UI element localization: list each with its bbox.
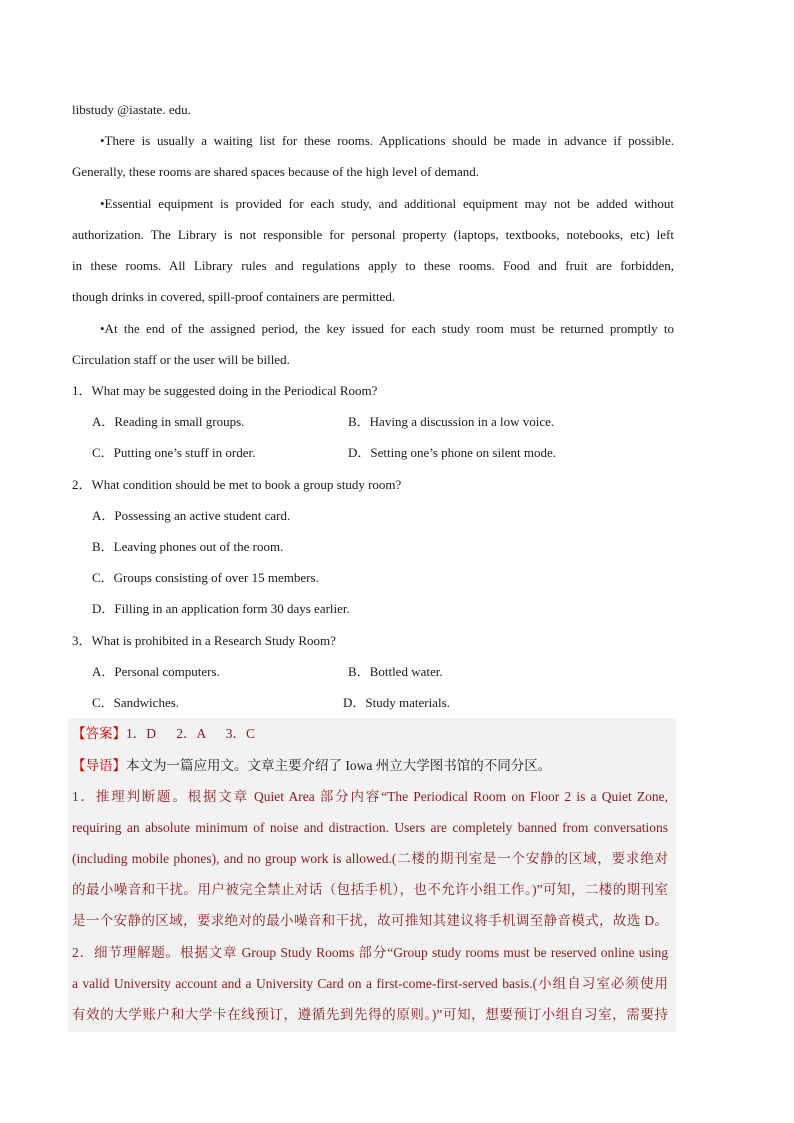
question-1-option-b: B．Having a discussion in a low voice. bbox=[348, 414, 555, 429]
question-3-stem: 3．What is prohibited in a Research Study Room? bbox=[72, 633, 336, 648]
question-3-option-b: B．Bottled water. bbox=[348, 664, 443, 679]
question-1-option-c: C．Putting one’s stuff in order. bbox=[92, 445, 256, 460]
bullet-1-line-2: Generally, these rooms are shared spaces because of the high level of demand. bbox=[72, 164, 480, 179]
explanation-1-line-4: 的最小噪音和干扰。用户被完全禁止对话（包括手机），也不允许小组工作。)”可知，二楼的期刊室 bbox=[72, 882, 668, 897]
question-3-option-c: C．Sandwiches. bbox=[92, 695, 180, 710]
explanation-2-line-1: 2．细节理解题。根据文章 Group Study Rooms 部分“Group study rooms must be reserved online using bbox=[72, 945, 668, 960]
question-3-option-d: D．Study materials. bbox=[343, 695, 450, 710]
bullet-2-line-4: though drinks in covered, spill-proof containers are permitted. bbox=[72, 289, 396, 304]
explanation-2-line-2: a valid University account and a University Card on a first-come-first-served basis.(小组自习室必须使用 bbox=[72, 976, 668, 991]
explanation-2-line-3: 有效的大学账户和大学卡在线预订，遵循先到先得的原则。)”可知，想要预订小组自习室，需要持 bbox=[72, 1007, 668, 1022]
lead-line bbox=[72, 756, 551, 776]
explanation-1-line-2: requiring an absolute minimum of noise and distraction. Users are completely banned from conversations bbox=[72, 820, 668, 835]
answer-line bbox=[72, 724, 255, 744]
email-tail: libstudy @iastate. edu. bbox=[72, 102, 191, 117]
question-2-stem: 2．What condition should be met to book a group study room? bbox=[72, 477, 402, 492]
bullet-2-line-2: authorization. The Library is not responsible for personal property (laptops, textbooks, notebooks, etc) left bbox=[72, 227, 674, 242]
explanation-1-line-5: 是一个安静的区域，要求绝对的最小噪音和干扰，故可推知其建议将手机调至静音模式，故选 D。 bbox=[72, 913, 668, 928]
answer-tag: 【答案】 bbox=[72, 726, 126, 741]
bullet-1-line-1: •There is usually a waiting list for these rooms. Applications should be made in advance if possible. bbox=[100, 133, 674, 148]
lead-text: 本文为一篇应用文。文章主要介绍了 Iowa 州立大学图书馆的不同分区。 bbox=[126, 758, 552, 773]
question-3-option-a: A．Personal computers. bbox=[92, 664, 220, 679]
lead-tag: 【导语】 bbox=[72, 758, 126, 773]
question-2-option-a: A．Possessing an active student card. bbox=[92, 508, 291, 523]
explanation-1-line-1: 1．推理判断题。根据文章 Quiet Area 部分内容“The Periodical Room on Floor 2 is a Quiet Zone, bbox=[72, 789, 668, 804]
bullet-2-line-1: •Essential equipment is provided for each study, and additional equipment may not be added without bbox=[100, 196, 674, 211]
question-2-option-b: B．Leaving phones out of the room. bbox=[92, 539, 284, 554]
question-2-option-c: C．Groups consisting of over 15 members. bbox=[92, 570, 319, 585]
bullet-2-line-3: in these rooms. All Library rules and regulations apply to these rooms. Food and fruit are forbidden, bbox=[72, 258, 674, 273]
question-2-option-d: D．Filling in an application form 30 days earlier. bbox=[92, 601, 350, 616]
bullet-3-line-2: Circulation staff or the user will be billed. bbox=[72, 352, 290, 367]
explanation-1-line-3: (including mobile phones), and no group work is allowed.(二楼的期刊室是一个安静的区域，要求绝对 bbox=[72, 851, 668, 866]
answer-text: 1．D 2．A 3．C bbox=[126, 726, 256, 741]
bullet-3-line-1: •At the end of the assigned period, the key issued for each study room must be returned promptly to bbox=[100, 321, 674, 336]
question-1-option-d: D．Setting one’s phone on silent mode. bbox=[348, 445, 556, 460]
question-1-stem: 1．What may be suggested doing in the Periodical Room? bbox=[72, 383, 378, 398]
question-1-option-a: A．Reading in small groups. bbox=[92, 414, 245, 429]
